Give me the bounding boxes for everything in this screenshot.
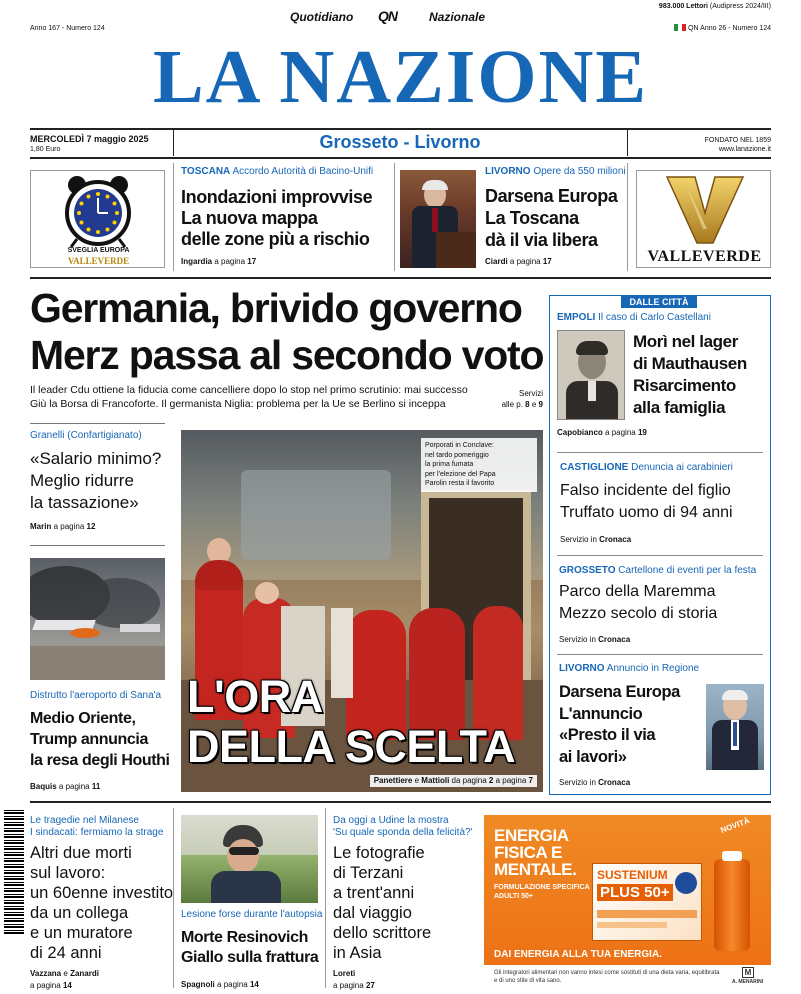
barcode-icon bbox=[4, 810, 24, 934]
website-link[interactable]: www.lanazione.it bbox=[718, 146, 771, 153]
italy-flag-icon bbox=[674, 24, 686, 31]
issue-left: Anno 167 - Numero 124 bbox=[30, 25, 105, 32]
newspaper-title: LA NAZIONE bbox=[152, 35, 649, 119]
issue-date: MERCOLEDÌ 7 maggio 2025 bbox=[30, 134, 149, 144]
edition-name: Grosseto - Livorno bbox=[319, 132, 481, 152]
right1-ref: Capobianco a pagina 19 bbox=[557, 428, 647, 437]
photo-conclave-cardinals[interactable] bbox=[181, 430, 543, 792]
lead-deck: Il leader Cdu ottiene la fiducia come cancelliere dopo lo stop nel primo scrutinio: mai successo Giù la Borsa di Francoforte. Il germanista Niglia: problema per la Ue se Berlino si inceppa bbox=[30, 384, 468, 410]
ad-sustenium-product: SUSTENIUM bbox=[597, 868, 668, 882]
issue-price: 1,80 Euro bbox=[30, 146, 61, 153]
left1-ref: Marin a pagina 12 bbox=[30, 522, 96, 531]
left2-ref: Baquis a pagina 11 bbox=[30, 782, 101, 791]
ad-valleverde-brand: VALLEVERDE bbox=[647, 248, 762, 265]
lead-headline[interactable]: Germania, brivido governo Merz passa al secondo voto bbox=[30, 285, 544, 378]
right3-headline[interactable]: Parco della Maremma Mezzo secolo di storia bbox=[559, 583, 718, 622]
right1-headline[interactable]: Morì nel lager di Mauthausen Risarcimento alla famiglia bbox=[633, 332, 747, 417]
right2-kicker: CASTIGLIONE Denuncia ai carabinieri bbox=[560, 462, 733, 473]
photo-caption: Porporati in Conclave: nel tardo pomeriggio la prima fumata per l'elezione del Papa Parolin resta il favorito bbox=[421, 438, 537, 492]
qn-nazionale: Nazionale bbox=[429, 10, 486, 24]
issue-right: QN Anno 26 - Numero 124 bbox=[674, 24, 771, 34]
ad-sustenium-tube bbox=[714, 859, 750, 951]
bottom3-ref: Loreti a pagina 27 bbox=[333, 969, 375, 990]
qn-quotidiano: Quotidiano bbox=[290, 10, 354, 24]
right1-kicker: EMPOLI Il caso di Carlo Castellani bbox=[557, 312, 711, 323]
photo-carlo-castellani bbox=[557, 330, 625, 420]
photo-credit: Panettiere e Mattioli da pagina 2 a pagina 7 bbox=[370, 775, 537, 787]
bottom1-kicker: Le tragedie nel Milanese I sindacati: fermiamo la strage bbox=[30, 815, 164, 838]
top1-kicker: TOSCANA Accordo Autorità di Bacino-Unifi bbox=[181, 166, 374, 177]
right2-headline[interactable]: Falso incidente del figlio Truffato uomo di 94 anni bbox=[560, 482, 733, 521]
alarm-clock-icon bbox=[31, 171, 166, 249]
ad-sustenium-tagline: DAI ENERGIA ALLA TUA ENERGIA. bbox=[494, 949, 662, 960]
right2-ref: Servizio in Cronaca bbox=[560, 535, 632, 544]
top2-ref: Ciardi a pagina 17 bbox=[485, 257, 552, 266]
photo-cyclist bbox=[181, 815, 318, 903]
ad-sustenium-maker: A. MENARINI bbox=[732, 979, 764, 985]
dalle-citta-label: DALLE CITTÀ bbox=[621, 296, 697, 308]
ad-sveglia-europa[interactable] bbox=[30, 170, 165, 268]
ad-sustenium-disclaimer: Gli integratori alimentari non vanno intesi come sostituti di una dieta varia, equilibrata e di uno stile di vita sano. bbox=[494, 970, 720, 984]
left1-headline[interactable]: «Salario minimo? Meglio ridurre la tassazione» bbox=[30, 449, 162, 512]
left2-kicker: Distrutto l'aeroporto di Sana'a bbox=[30, 690, 162, 701]
founded: FONDATO NEL 1859 bbox=[704, 137, 771, 144]
photo-regional-president bbox=[706, 684, 764, 770]
top1-headline[interactable]: Inondazioni improvvise La nuova mappa delle zone più a rischio bbox=[181, 187, 373, 249]
bottom3-headline[interactable]: Le fotografie di Terzani a trent'anni dal viaggio dello scrittore in Asia bbox=[333, 844, 432, 962]
top1-ref: Ingardia a pagina 17 bbox=[181, 257, 257, 266]
left2-headline[interactable]: Medio Oriente, Trump annuncia la resa degli Houthi bbox=[30, 710, 170, 769]
right3-ref: Servizio in Cronaca bbox=[559, 635, 631, 644]
ad-sustenium[interactable] bbox=[484, 815, 771, 990]
ad-sustenium-sub: FORMULAZIONE SPECIFICA ADULTI 50+ bbox=[494, 884, 590, 900]
ad-sustenium-headline: ENERGIA FISICA E MENTALE. bbox=[494, 826, 577, 879]
bottom2-headline[interactable]: Morte Resinovich Giallo sulla frattura bbox=[181, 929, 319, 966]
bottom2-ref: Spagnoli a pagina 14 bbox=[181, 980, 259, 989]
ad-valleverde[interactable] bbox=[636, 170, 771, 268]
top2-headline[interactable]: Darsena Europa La Toscana dà il via libera bbox=[485, 186, 618, 250]
bottom1-headline[interactable]: Altri due morti sul lavoro: un 60enne investito da un collega e un muratore di 24 anni bbox=[30, 844, 174, 962]
readers-count: 983.000 Lettori (Audipress 2024/III) bbox=[658, 3, 771, 10]
right4-ref: Servizio in Cronaca bbox=[559, 778, 631, 787]
ad-sustenium-box bbox=[592, 863, 702, 941]
qn-logo: QN bbox=[378, 8, 397, 24]
bottom3-kicker: Da oggi a Udine la mostra 'Su quale sponda della felicità?' bbox=[333, 815, 473, 838]
photo-sanaa-airport bbox=[30, 558, 165, 680]
qn-header bbox=[290, 8, 510, 26]
ad-sveglia-text: SVEGLIA EUROPA bbox=[67, 247, 130, 254]
right4-headline[interactable]: Darsena Europa L'annuncio «Presto il via ai lavori» bbox=[559, 683, 680, 766]
menarini-logo-icon: M bbox=[742, 967, 754, 978]
valleverde-logo-icon bbox=[637, 171, 772, 246]
right3-kicker: GROSSETO Cartellone di eventi per la festa bbox=[559, 565, 757, 576]
photo-headline: L'ORA DELLA SCELTA bbox=[187, 671, 516, 772]
ad-sustenium-badge: NOVITÀ bbox=[719, 816, 751, 835]
left1-kicker: Granelli (Confartigianato) bbox=[30, 430, 142, 441]
ad-sveglia-brand: VALLEVERDE bbox=[67, 256, 130, 266]
ad-sustenium-plus: PLUS 50+ bbox=[597, 884, 673, 901]
bottom1-ref: Vazzana e Zanardi a pagina 14 bbox=[30, 969, 99, 990]
top2-kicker: LIVORNO Opere da 550 milioni bbox=[485, 166, 626, 177]
photo-politician-speech bbox=[400, 170, 476, 268]
bottom2-kicker: Lesione forse durante l'autopsia bbox=[181, 909, 323, 920]
right4-kicker: LIVORNO Annuncio in Regione bbox=[559, 663, 700, 674]
lead-services: Servizi alle p. 8 e 9 bbox=[501, 389, 543, 409]
